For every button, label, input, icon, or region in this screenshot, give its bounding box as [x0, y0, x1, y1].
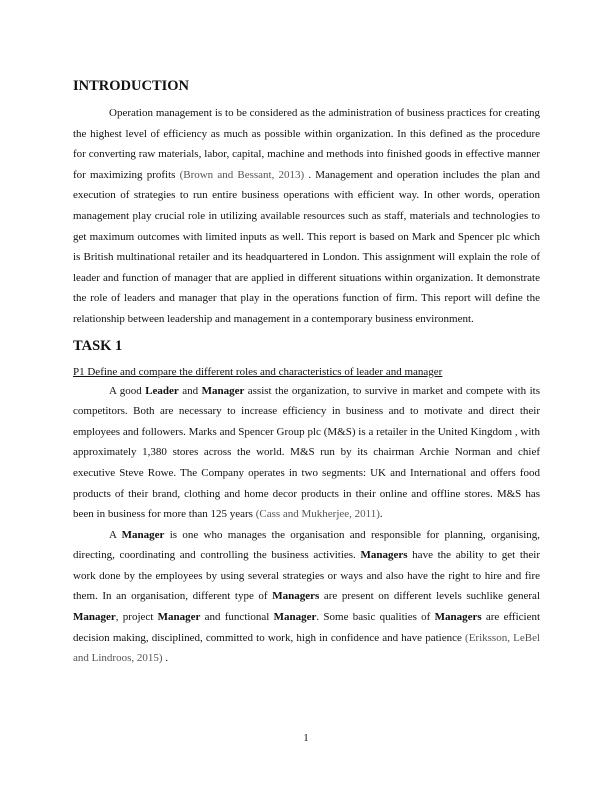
- text-run: . Management and operation includes the plan and execution of strategies to run entire business operations with efficient way. In other words, operation management play crucial role in utilizing available resources such as staff, materials and technologies to get maximum outcomes with limited inputs as well. This report is based on Mark and Spencer plc which is British multinational retailer and its headquartered in London. This assignment will explain the role of leader and function of manager that are applied in different situations within organization. It demonstrate the role of leaders and manager that play in the operations function of firm. This report will define the relationship between leadership and management in a contemporary business environment.: [73, 168, 540, 325]
- text-run: and functional: [200, 611, 274, 624]
- citation: (Eriksson, LeBel and Lindroos, 2015): [73, 631, 541, 665]
- text-run: Operation management is to be considered as the administration of business practices for creating the highest level of efficiency as much as possible within organization. In this defined as the procedure for converting raw materials, labor, capital, machine and methods into finished goods in effective manner for maximizing profits: [73, 107, 540, 181]
- bold-term: Managers: [434, 611, 482, 624]
- text-run: .: [379, 508, 383, 521]
- text-run: .: [162, 652, 169, 665]
- task1-paragraph-1: [73, 381, 540, 525]
- text-run: , project: [115, 611, 158, 624]
- bold-term: Manager: [201, 384, 245, 397]
- text-run: assist the organization, to survive in market and compete with its competitors. Both are necessary to increase efficiency in business and to motivate and direct their employees and followers. Marks and Spencer Group plc (M&S) is a retailer in the United Kingdom , with approximately 1,380 stores across the world. M&S run by its chairman Archie Norman and chief executive Steve Rowe. The Company operates in two segments: UK and International and offers food products of their brand, clothing and home decor products in their online and offline stores. M&S has been in business for more than 125 years: [73, 384, 540, 521]
- introduction-paragraph: [73, 103, 540, 330]
- task1-heading: TASK 1: [73, 337, 123, 354]
- bold-term: Manager: [273, 611, 317, 624]
- text-run: and: [178, 384, 202, 397]
- text-run: are present on different levels suchlike general: [319, 590, 540, 603]
- text-run: A good: [109, 384, 146, 397]
- bold-term: Managers: [360, 549, 408, 562]
- bold-term: Manager: [157, 611, 201, 624]
- task1-paragraph-2: [73, 525, 540, 669]
- text-run: A: [109, 528, 122, 541]
- bold-term: Leader: [145, 384, 179, 397]
- text-run: is one who manages the organisation and responsible for planning, organising, directing, coordinating and controlling the business activities.: [73, 528, 540, 562]
- bold-term: Managers: [272, 590, 320, 603]
- bold-term: Manager: [121, 528, 165, 541]
- introduction-heading: INTRODUCTION: [73, 78, 190, 94]
- document-page: [73, 76, 540, 669]
- page-number: 1: [303, 732, 309, 744]
- bold-term: Manager: [73, 611, 116, 624]
- text-run: . Some basic qualities of: [316, 611, 435, 624]
- citation: (Cass and Mukherjee, 2011): [255, 508, 380, 521]
- task1-subheading: P1 Define and compare the different roles and characteristics of leader and manager: [73, 365, 443, 378]
- text-run: are efficient decision making, disciplined, committed to work, high in confidence and have patience: [73, 611, 541, 644]
- text-run: have the ability to get their work done by the employees by using several strategies or ways and also have the right to hire and fire them. In an organisation, different type of: [73, 549, 540, 603]
- citation: (Brown and Bessant, 2013): [179, 168, 305, 181]
